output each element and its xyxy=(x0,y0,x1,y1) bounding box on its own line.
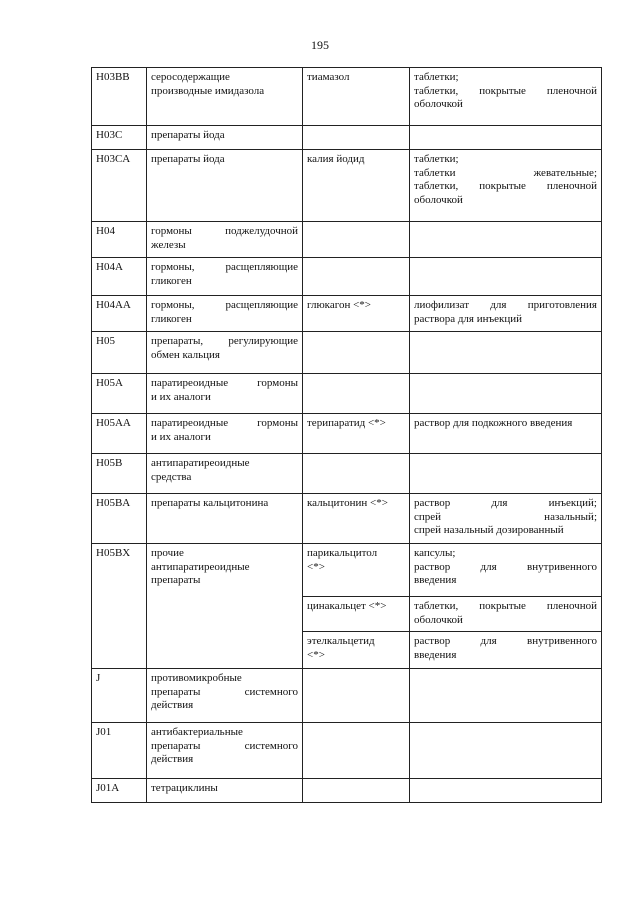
group-name-cell xyxy=(147,68,303,126)
dosage-form-cell-line: таблетки, покрытые пленочной xyxy=(414,84,597,97)
dosage-form-cell-line: таблетки; xyxy=(414,153,459,165)
atc-code-cell-line: H05BX xyxy=(96,547,131,559)
dosage-form-cell-line: таблетки, покрытые пленочной xyxy=(414,180,597,192)
dosage-form-cell xyxy=(410,597,602,632)
group-name-cell-line: тетрациклины xyxy=(151,782,218,794)
table-row xyxy=(92,258,602,296)
atc-code-cell-line: H03CA xyxy=(96,153,131,165)
atc-code-cell xyxy=(92,454,147,494)
group-name-cell-line: и их аналоги xyxy=(151,390,211,403)
group-name-cell xyxy=(147,222,303,258)
group-name-cell-line: гликоген xyxy=(151,312,192,325)
table-row xyxy=(92,68,602,126)
group-name-cell-line: антибактериальные xyxy=(151,726,243,738)
dosage-form-cell-line: раствор для внутривенного xyxy=(414,560,597,573)
drug-name-cell xyxy=(303,68,410,126)
table-row xyxy=(92,332,602,374)
table-row xyxy=(92,126,602,150)
table-row xyxy=(92,454,602,494)
group-name-cell xyxy=(147,374,303,414)
drug-name-cell xyxy=(303,332,410,374)
dosage-form-cell xyxy=(410,258,602,296)
drug-name-cell-line: терипаратид <*> xyxy=(307,417,386,429)
dosage-form-cell xyxy=(410,494,602,544)
dosage-form-cell-line: спрей назальный; xyxy=(414,510,597,523)
group-name-cell-line: гормоны, расщепляющие xyxy=(151,261,298,273)
dosage-form-cell-line: таблетки, покрытые пленочной xyxy=(414,600,597,612)
atc-code-cell-line: J xyxy=(96,672,101,684)
drug-name-cell xyxy=(303,669,410,723)
atc-code-cell xyxy=(92,544,147,669)
group-name-cell-line: серосодержащие xyxy=(151,71,230,83)
group-name-cell-line: и их аналоги xyxy=(151,430,211,443)
group-name-cell-line: действия xyxy=(151,699,194,711)
dosage-form-cell-line: оболочкой xyxy=(414,613,463,626)
group-name-cell xyxy=(147,779,303,803)
drug-name-cell xyxy=(303,258,410,296)
group-name-cell xyxy=(147,258,303,296)
group-name-cell xyxy=(147,414,303,454)
drug-name-cell xyxy=(303,414,410,454)
group-name-cell-line: производные имидазола xyxy=(151,84,265,97)
group-name-cell-line: гормоны поджелудочной xyxy=(151,225,298,237)
atc-code-cell-line: H04AA xyxy=(96,299,131,311)
table-row xyxy=(92,414,602,454)
drug-name-cell xyxy=(303,632,410,669)
group-name-cell-line: препараты кальцитонина xyxy=(151,497,269,509)
dosage-form-cell-line: раствор для подкожного введения xyxy=(414,417,573,429)
group-name-cell-line: паратиреоидные гормоны xyxy=(151,417,298,429)
group-name-cell-line: гормоны, расщепляющие xyxy=(151,299,298,311)
drug-list-table xyxy=(91,67,602,803)
page-number: 195 xyxy=(311,38,329,52)
table-row xyxy=(92,544,602,597)
atc-code-cell-line: H04 xyxy=(96,225,115,237)
group-name-cell-line: железы xyxy=(151,238,186,251)
atc-code-cell xyxy=(92,258,147,296)
dosage-form-cell-line: оболочкой xyxy=(414,193,463,206)
dosage-form-cell xyxy=(410,126,602,150)
group-name-cell-line: прочие xyxy=(151,547,184,559)
drug-name-cell xyxy=(303,222,410,258)
dosage-form-cell xyxy=(410,296,602,332)
table-row xyxy=(92,222,602,258)
group-name-cell-line: антипаратиреоидные xyxy=(151,560,250,573)
atc-code-cell xyxy=(92,222,147,258)
drug-name-cell-line: парикальцитол xyxy=(307,547,378,559)
dosage-form-cell xyxy=(410,669,602,723)
atc-code-cell-line: J01 xyxy=(96,726,112,738)
dosage-form-cell xyxy=(410,150,602,222)
drug-name-cell xyxy=(303,150,410,222)
table-row xyxy=(92,723,602,779)
dosage-form-cell xyxy=(410,414,602,454)
dosage-form-cell-line: раствор для внутривенного xyxy=(414,635,597,647)
group-name-cell xyxy=(147,150,303,222)
group-name-cell xyxy=(147,454,303,494)
dosage-form-cell xyxy=(410,68,602,126)
atc-code-cell xyxy=(92,150,147,222)
dosage-form-cell xyxy=(410,779,602,803)
drug-name-cell xyxy=(303,597,410,632)
drug-name-cell xyxy=(303,544,410,597)
dosage-form-cell-line: спрей назальный дозированный xyxy=(414,524,564,536)
atc-code-cell xyxy=(92,296,147,332)
drug-name-cell xyxy=(303,126,410,150)
drug-name-cell-line: тиамазол xyxy=(307,71,350,83)
group-name-cell xyxy=(147,544,303,669)
atc-code-cell xyxy=(92,126,147,150)
dosage-form-cell-line: оболочкой xyxy=(414,98,463,110)
drug-name-cell xyxy=(303,374,410,414)
atc-code-cell-line: H05B xyxy=(96,457,123,469)
atc-code-cell-line: H05AA xyxy=(96,417,131,429)
dosage-form-cell-line: раствор для инъекций; xyxy=(414,497,597,509)
dosage-form-cell-line: лиофилизат для приготовления xyxy=(414,299,597,311)
group-name-cell-line: обмен кальция xyxy=(151,348,220,361)
dosage-form-cell-line: таблетки жевательные; xyxy=(414,166,597,179)
group-name-cell xyxy=(147,126,303,150)
atc-code-cell xyxy=(92,68,147,126)
drug-name-cell-line: калия йодид xyxy=(307,153,365,165)
group-name-cell xyxy=(147,669,303,723)
dosage-form-cell xyxy=(410,374,602,414)
group-name-cell-line: средства xyxy=(151,470,192,483)
table-body xyxy=(92,68,602,803)
drug-name-cell xyxy=(303,779,410,803)
group-name-cell-line: действия xyxy=(151,753,194,765)
dosage-form-cell-line: раствора для инъекций xyxy=(414,312,523,325)
group-name-cell-line: антипаратиреоидные xyxy=(151,457,250,469)
atc-code-cell xyxy=(92,779,147,803)
dosage-form-cell xyxy=(410,454,602,494)
group-name-cell-line: препараты xyxy=(151,574,201,586)
atc-code-cell-line: H05BA xyxy=(96,497,131,509)
drug-name-cell xyxy=(303,494,410,544)
group-name-cell xyxy=(147,494,303,544)
dosage-form-cell xyxy=(410,544,602,597)
atc-code-cell xyxy=(92,494,147,544)
drug-name-cell-line: этелкальцетид xyxy=(307,635,375,647)
drug-name-cell-line: <*> xyxy=(307,560,325,573)
dosage-form-cell-line: введения xyxy=(414,648,457,661)
drug-name-cell-line: цинакальцет <*> xyxy=(307,600,387,612)
table-row xyxy=(92,374,602,414)
dosage-form-cell xyxy=(410,222,602,258)
group-name-cell-line: препараты йода xyxy=(151,153,225,165)
dosage-form-cell xyxy=(410,332,602,374)
table-row xyxy=(92,779,602,803)
dosage-form-cell-line: введения xyxy=(414,574,457,586)
group-name-cell-line: препараты, регулирующие xyxy=(151,335,298,347)
atc-code-cell-line: H05A xyxy=(96,377,123,389)
atc-code-cell xyxy=(92,374,147,414)
group-name-cell-line: паратиреоидные гормоны xyxy=(151,377,298,389)
drug-name-cell xyxy=(303,454,410,494)
dosage-form-cell xyxy=(410,723,602,779)
table-row xyxy=(92,150,602,222)
group-name-cell xyxy=(147,723,303,779)
table-row xyxy=(92,494,602,544)
group-name-cell-line: препараты системного xyxy=(151,685,298,698)
group-name-cell xyxy=(147,296,303,332)
atc-code-cell xyxy=(92,414,147,454)
atc-code-cell xyxy=(92,332,147,374)
drug-name-cell xyxy=(303,723,410,779)
drug-name-cell-line: кальцитонин <*> xyxy=(307,497,388,509)
group-name-cell xyxy=(147,332,303,374)
group-name-cell-line: препараты системного xyxy=(151,739,298,752)
drug-name-cell-line: глюкагон <*> xyxy=(307,299,372,311)
table-row xyxy=(92,296,602,332)
atc-code-cell-line: H04A xyxy=(96,261,123,273)
drug-name-cell xyxy=(303,296,410,332)
group-name-cell-line: гликоген xyxy=(151,274,192,287)
group-name-cell-line: противомикробные xyxy=(151,672,242,684)
dosage-form-cell xyxy=(410,632,602,669)
dosage-form-cell-line: таблетки; xyxy=(414,71,459,83)
atc-code-cell-line: H03C xyxy=(96,129,123,141)
atc-code-cell xyxy=(92,723,147,779)
atc-code-cell-line: H03BB xyxy=(96,71,130,83)
drug-name-cell-line: <*> xyxy=(307,648,325,661)
table-row xyxy=(92,669,602,723)
group-name-cell-line: препараты йода xyxy=(151,129,225,141)
atc-code-cell xyxy=(92,669,147,723)
dosage-form-cell-line: капсулы; xyxy=(414,547,456,559)
atc-code-cell-line: J01A xyxy=(96,782,120,794)
atc-code-cell-line: H05 xyxy=(96,335,115,347)
